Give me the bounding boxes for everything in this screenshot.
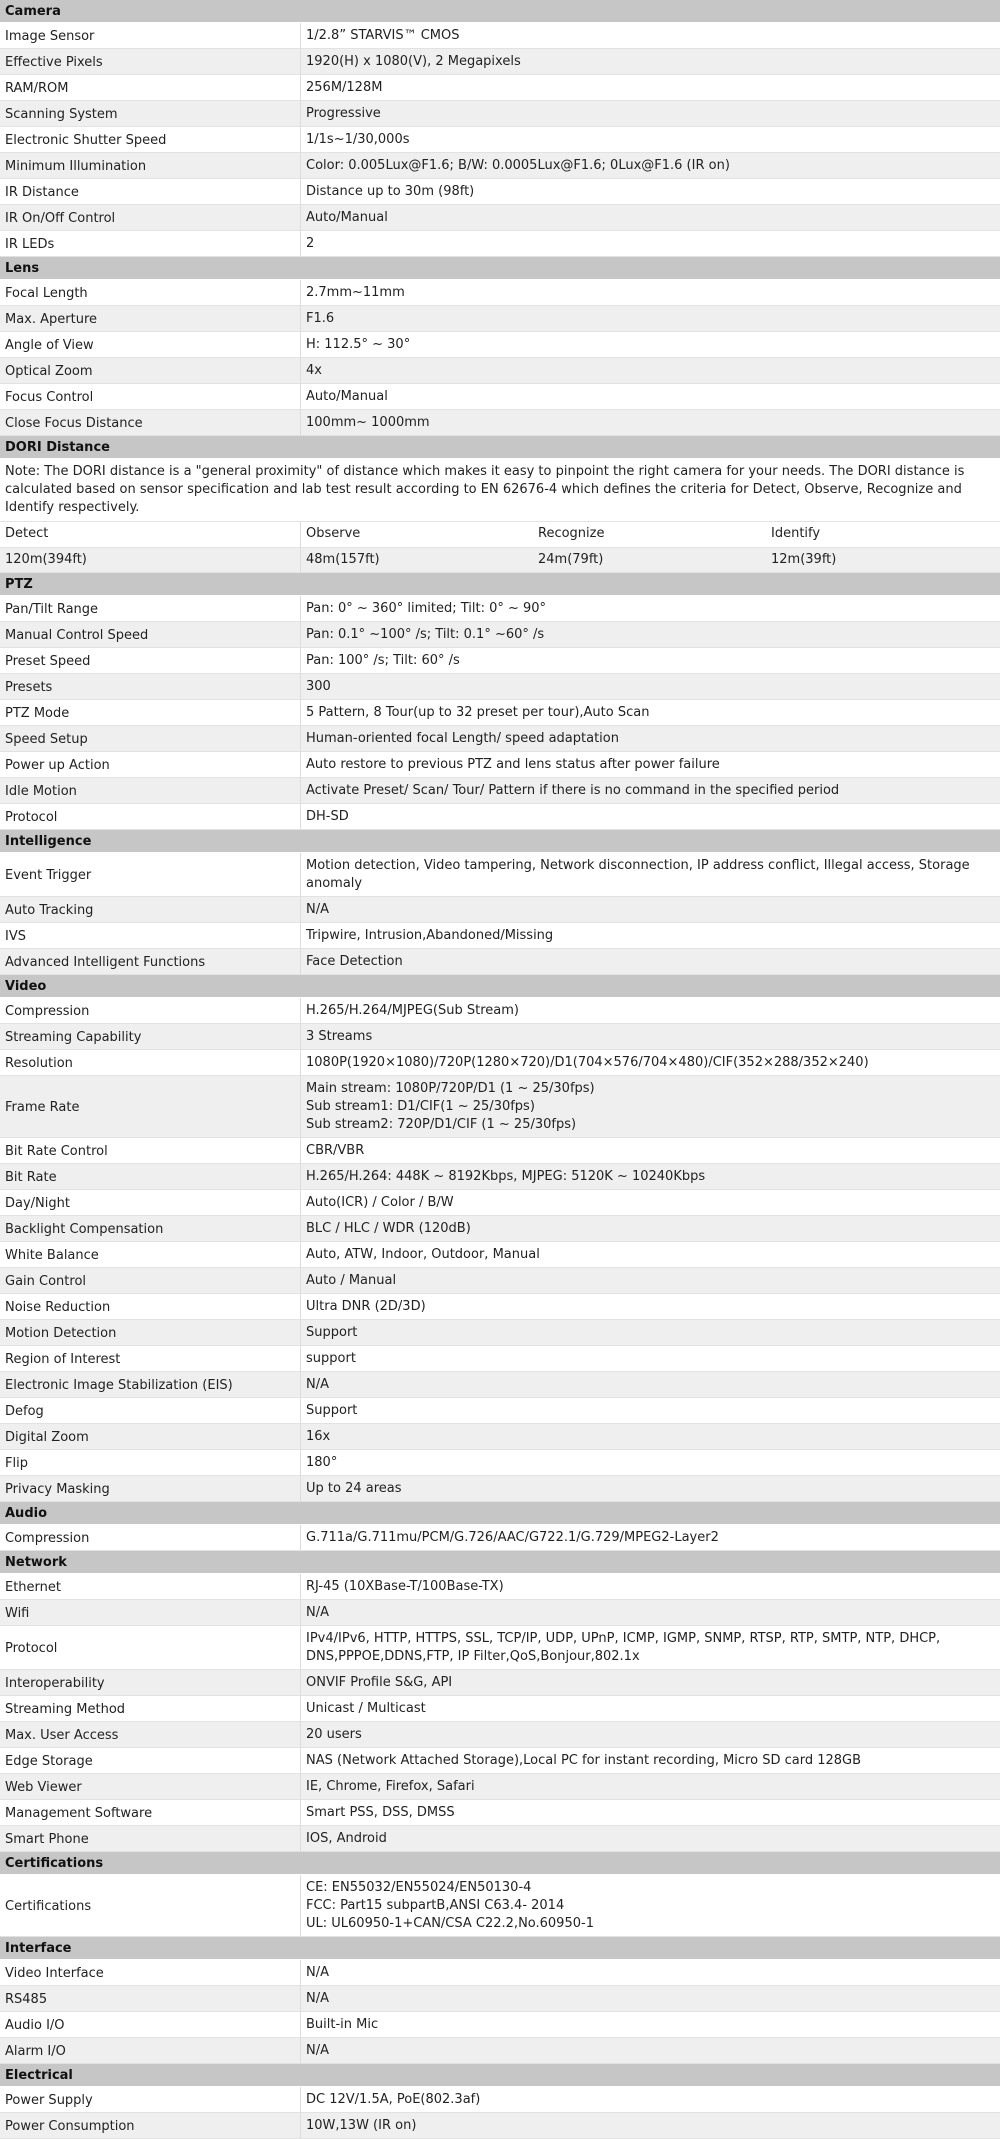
spec-value bbox=[300, 648, 1000, 673]
spec-value bbox=[300, 1024, 1000, 1049]
spec-value bbox=[300, 1986, 1000, 2011]
dori-header-cell: Recognize bbox=[538, 526, 605, 541]
spec-value-line: Auto / Manual bbox=[306, 1273, 397, 1288]
spec-value bbox=[300, 153, 1000, 178]
section-title: PTZ bbox=[0, 573, 1000, 596]
spec-label: RS485 bbox=[5, 1991, 48, 2007]
spec-row-interoperability bbox=[0, 1670, 1000, 1696]
spec-value bbox=[300, 384, 1000, 409]
spec-row-frame-rate bbox=[0, 1076, 1000, 1138]
spec-row-effective-pixels bbox=[0, 49, 1000, 75]
spec-value-line: 16x bbox=[306, 1429, 331, 1444]
spec-value-line: 20 users bbox=[306, 1727, 362, 1742]
spec-value bbox=[300, 2012, 1000, 2037]
spec-label: Idle Motion bbox=[5, 783, 77, 799]
spec-value bbox=[300, 1826, 1000, 1851]
spec-label: Angle of View bbox=[5, 337, 94, 353]
spec-value-line: Auto/Manual bbox=[306, 389, 388, 404]
spec-row-max-aperture bbox=[0, 306, 1000, 332]
spec-label: Effective Pixels bbox=[5, 54, 103, 70]
spec-row-power-up-action bbox=[0, 752, 1000, 778]
spec-label: Certifications bbox=[5, 1898, 92, 1914]
spec-row-preset-speed bbox=[0, 648, 1000, 674]
spec-value bbox=[300, 306, 1000, 331]
spec-label: Privacy Masking bbox=[5, 1481, 110, 1497]
spec-value-line: Support bbox=[306, 1325, 358, 1340]
spec-row-audio-i-o bbox=[0, 2012, 1000, 2038]
spec-value bbox=[300, 1800, 1000, 1825]
spec-label: Power Consumption bbox=[5, 2118, 135, 2134]
spec-value bbox=[300, 1525, 1000, 1550]
spec-row-scanning-system bbox=[0, 101, 1000, 127]
section-title: Intelligence bbox=[0, 830, 1000, 853]
spec-label: Backlight Compensation bbox=[5, 1221, 164, 1237]
spec-value-line: Pan: 100° /s; Tilt: 60° /s bbox=[306, 653, 460, 668]
spec-value-line: 5 Pattern, 8 Tour(up to 32 preset per tour),Auto Scan bbox=[306, 705, 650, 720]
dori-value-cell: 48m(157ft) bbox=[300, 548, 533, 573]
spec-label: Auto Tracking bbox=[5, 902, 94, 918]
spec-label: Protocol bbox=[5, 809, 58, 825]
spec-label: Resolution bbox=[5, 1055, 73, 1071]
spec-value bbox=[300, 2113, 1000, 2138]
spec-value bbox=[300, 949, 1000, 974]
spec-value-line: support bbox=[306, 1351, 356, 1366]
spec-value bbox=[300, 1320, 1000, 1345]
dori-header-cell: Detect bbox=[5, 526, 49, 541]
spec-value-line: Sub stream2: 720P/D1/CIF (1 ~ 25/30fps) bbox=[306, 1117, 577, 1132]
spec-value bbox=[300, 923, 1000, 948]
spec-label: Interoperability bbox=[5, 1675, 105, 1691]
spec-row-ethernet bbox=[0, 1574, 1000, 1600]
spec-row-protocol bbox=[0, 804, 1000, 830]
section-title: Video bbox=[0, 975, 1000, 998]
spec-value-line: RJ-45 (10XBase-T/100Base-TX) bbox=[306, 1579, 504, 1594]
spec-value-line: 10W,13W (IR on) bbox=[306, 2118, 417, 2133]
spec-value-line: 1920(H) x 1080(V), 2 Megapixels bbox=[306, 54, 521, 69]
spec-value-line: CE: EN55032/EN55024/EN50130-4 bbox=[306, 1880, 532, 1895]
spec-value-line: Tripwire, Intrusion,Abandoned/Missing bbox=[306, 928, 554, 943]
spec-value bbox=[300, 853, 1000, 896]
section-interface bbox=[0, 1937, 1000, 2064]
section-ptz bbox=[0, 573, 1000, 830]
spec-value-line: Support bbox=[306, 1403, 358, 1418]
dori-headers-row bbox=[0, 522, 1000, 548]
spec-value bbox=[300, 1050, 1000, 1075]
spec-value bbox=[300, 179, 1000, 204]
spec-row-video-interface bbox=[0, 1960, 1000, 1986]
spec-label: RAM/ROM bbox=[5, 80, 69, 96]
spec-label: Manual Control Speed bbox=[5, 627, 149, 643]
spec-value-line: N/A bbox=[306, 1991, 329, 2006]
spec-value bbox=[300, 2038, 1000, 2063]
spec-row-max-user-access bbox=[0, 1722, 1000, 1748]
spec-label: Electronic Shutter Speed bbox=[5, 132, 167, 148]
spec-row-minimum-illumination bbox=[0, 153, 1000, 179]
spec-row-streaming-method bbox=[0, 1696, 1000, 1722]
spec-value-line: IPv4/IPv6, HTTP, HTTPS, SSL, TCP/IP, UDP, UPnP, ICMP, IGMP, SNMP, RTSP, RTP, SMTP, NTP, DHCP, bbox=[306, 1631, 941, 1646]
spec-value-line: 300 bbox=[306, 679, 331, 694]
spec-value-line: CBR/VBR bbox=[306, 1143, 365, 1158]
spec-value-line: N/A bbox=[306, 1965, 329, 1980]
spec-value-line: Face Detection bbox=[306, 954, 403, 969]
spec-value bbox=[300, 1216, 1000, 1241]
spec-value bbox=[300, 1670, 1000, 1695]
spec-row-image-sensor bbox=[0, 23, 1000, 49]
spec-row-protocol bbox=[0, 1626, 1000, 1670]
spec-value bbox=[300, 1722, 1000, 1747]
spec-label: Defog bbox=[5, 1403, 44, 1419]
dori-note: Note: The DORI distance is a "general proximity" of distance which makes it easy to pinpoint the right camera for your needs. The DORI distance is calculated based on sensor specification and lab test result according to EN 62676-4 which defines the criteria for Detect, Observe, Recognize and Identify respectively. bbox=[0, 459, 1000, 522]
spec-label: Protocol bbox=[5, 1640, 58, 1656]
spec-label: Flip bbox=[5, 1455, 28, 1471]
spec-value-line: N/A bbox=[306, 1605, 329, 1620]
spec-value bbox=[300, 674, 1000, 699]
spec-row-certifications bbox=[0, 1875, 1000, 1937]
spec-value-line: DH-SD bbox=[306, 809, 349, 824]
spec-row-bit-rate-control bbox=[0, 1138, 1000, 1164]
section-network bbox=[0, 1551, 1000, 1852]
spec-row-electronic-shutter-speed bbox=[0, 127, 1000, 153]
spec-value-line: Progressive bbox=[306, 106, 381, 121]
spec-value bbox=[300, 1138, 1000, 1163]
spec-value-line: N/A bbox=[306, 902, 329, 917]
spec-label: Compression bbox=[5, 1530, 90, 1546]
spec-row-pan-tilt-range bbox=[0, 596, 1000, 622]
spec-value-line: 2.7mm~11mm bbox=[306, 285, 405, 300]
spec-label: Advanced Intelligent Functions bbox=[5, 954, 206, 970]
spec-label: Minimum Illumination bbox=[5, 158, 147, 174]
spec-row-angle-of-view bbox=[0, 332, 1000, 358]
spec-value-line: H.265/H.264/MJPEG(Sub Stream) bbox=[306, 1003, 519, 1018]
spec-value-line: 1/1s~1/30,000s bbox=[306, 132, 410, 147]
spec-value bbox=[300, 1574, 1000, 1599]
spec-value bbox=[300, 752, 1000, 777]
spec-value-line: ONVIF Profile S&G, API bbox=[306, 1675, 453, 1690]
spec-value-line: Smart PSS, DSS, DMSS bbox=[306, 1805, 455, 1820]
section-title: Camera bbox=[0, 0, 1000, 23]
spec-row-backlight-compensation bbox=[0, 1216, 1000, 1242]
spec-label: Event Trigger bbox=[5, 867, 92, 883]
spec-value bbox=[300, 1774, 1000, 1799]
spec-value-line: 256M/128M bbox=[306, 80, 383, 95]
spec-value bbox=[300, 231, 1000, 256]
spec-row-white-balance bbox=[0, 1242, 1000, 1268]
spec-value bbox=[300, 75, 1000, 100]
spec-value-line: Activate Preset/ Scan/ Tour/ Pattern if there is no command in the specified period bbox=[306, 783, 840, 798]
section-video bbox=[0, 975, 1000, 1502]
spec-label: Region of Interest bbox=[5, 1351, 121, 1367]
spec-label: Max. User Access bbox=[5, 1727, 119, 1743]
spec-label: Close Focus Distance bbox=[5, 415, 143, 431]
spec-value-line: 1080P(1920×1080)/720P(1280×720)/D1(704×576/704×480)/CIF(352×288/352×240) bbox=[306, 1055, 869, 1070]
spec-row-rs485 bbox=[0, 1986, 1000, 2012]
spec-row-power-supply bbox=[0, 2087, 1000, 2113]
spec-value-line: 2 bbox=[306, 236, 315, 251]
spec-value bbox=[300, 1600, 1000, 1625]
spec-row-electronic-image-stabilization-eis bbox=[0, 1372, 1000, 1398]
section-title: Network bbox=[0, 1551, 1000, 1574]
spec-row-advanced-intelligent-functions bbox=[0, 949, 1000, 975]
spec-label: Streaming Method bbox=[5, 1701, 126, 1717]
spec-label: Smart Phone bbox=[5, 1831, 89, 1847]
spec-value-line: 3 Streams bbox=[306, 1029, 373, 1044]
spec-row-event-trigger bbox=[0, 853, 1000, 897]
spec-row-motion-detection bbox=[0, 1320, 1000, 1346]
spec-label: PTZ Mode bbox=[5, 705, 70, 721]
dori-value-cell: 120m(394ft) bbox=[5, 551, 87, 567]
spec-label: Edge Storage bbox=[5, 1753, 93, 1769]
spec-row-ram-rom bbox=[0, 75, 1000, 101]
spec-value-line: Auto, ATW, Indoor, Outdoor, Manual bbox=[306, 1247, 540, 1262]
spec-value bbox=[300, 410, 1000, 435]
spec-value-line: Pan: 0.1° ~100° /s; Tilt: 0.1° ~60° /s bbox=[306, 627, 545, 642]
spec-row-bit-rate bbox=[0, 1164, 1000, 1190]
spec-value-line: DC 12V/1.5A, PoE(802.3af) bbox=[306, 2092, 481, 2107]
spec-row-edge-storage bbox=[0, 1748, 1000, 1774]
spec-value bbox=[300, 1398, 1000, 1423]
spec-row-region-of-interest bbox=[0, 1346, 1000, 1372]
spec-label: Image Sensor bbox=[5, 28, 95, 44]
spec-value bbox=[300, 205, 1000, 230]
section-camera bbox=[0, 0, 1000, 257]
spec-row-digital-zoom bbox=[0, 1424, 1000, 1450]
spec-value-line: Distance up to 30m (98ft) bbox=[306, 184, 475, 199]
spec-label: IR On/Off Control bbox=[5, 210, 116, 226]
spec-value bbox=[300, 127, 1000, 152]
section-title: Electrical bbox=[0, 2064, 1000, 2087]
spec-label: Web Viewer bbox=[5, 1779, 82, 1795]
spec-value-line: 180° bbox=[306, 1455, 338, 1470]
spec-label: Wifi bbox=[5, 1605, 30, 1621]
spec-value-line: Sub stream1: D1/CIF(1 ~ 25/30fps) bbox=[306, 1099, 535, 1114]
spec-label: Frame Rate bbox=[5, 1099, 80, 1115]
spec-value-line: 1/2.8” STARVIS™ CMOS bbox=[306, 28, 460, 43]
dori-value-cell: 12m(39ft) bbox=[771, 551, 837, 567]
spec-value-line: FCC: Part15 subpartB,ANSI C63.4- 2014 bbox=[306, 1898, 565, 1913]
spec-value-line: Auto(ICR) / Color / B/W bbox=[306, 1195, 454, 1210]
spec-value bbox=[300, 1696, 1000, 1721]
spec-value bbox=[300, 726, 1000, 751]
spec-value-line: IOS, Android bbox=[306, 1831, 387, 1846]
spec-value bbox=[300, 23, 1000, 48]
dori-values-row bbox=[0, 548, 1000, 574]
section-lens bbox=[0, 257, 1000, 436]
spec-value bbox=[300, 332, 1000, 357]
spec-row-privacy-masking bbox=[0, 1476, 1000, 1502]
spec-value bbox=[300, 2087, 1000, 2112]
spec-value bbox=[300, 1076, 1000, 1137]
spec-value bbox=[300, 358, 1000, 383]
spec-row-web-viewer bbox=[0, 1774, 1000, 1800]
spec-value-line: IE, Chrome, Firefox, Safari bbox=[306, 1779, 475, 1794]
spec-row-smart-phone bbox=[0, 1826, 1000, 1852]
spec-label: IVS bbox=[5, 928, 26, 944]
spec-row-focus-control bbox=[0, 384, 1000, 410]
section-audio bbox=[0, 1502, 1000, 1551]
spec-row-day-night bbox=[0, 1190, 1000, 1216]
spec-label: Audio I/O bbox=[5, 2017, 65, 2033]
spec-value-line: F1.6 bbox=[306, 311, 335, 326]
spec-value-line: Motion detection, Video tampering, Network disconnection, IP address conflict, Illegal access, Storage anomaly bbox=[306, 858, 970, 891]
section-title: Lens bbox=[0, 257, 1000, 280]
spec-value bbox=[300, 101, 1000, 126]
spec-row-optical-zoom bbox=[0, 358, 1000, 384]
spec-value bbox=[300, 1450, 1000, 1475]
spec-row-focal-length bbox=[0, 280, 1000, 306]
spec-label: Electronic Image Stabilization (EIS) bbox=[5, 1377, 233, 1393]
spec-value-line: Pan: 0° ~ 360° limited; Tilt: 0° ~ 90° bbox=[306, 601, 547, 616]
spec-value bbox=[300, 1424, 1000, 1449]
spec-value-line: N/A bbox=[306, 1377, 329, 1392]
spec-label: White Balance bbox=[5, 1247, 99, 1263]
spec-value-line: Auto/Manual bbox=[306, 210, 388, 225]
section-title: Audio bbox=[0, 1502, 1000, 1525]
spec-row-ir-on-off-control bbox=[0, 205, 1000, 231]
spec-row-ptz-mode bbox=[0, 700, 1000, 726]
spec-row-presets bbox=[0, 674, 1000, 700]
spec-row-close-focus-distance bbox=[0, 410, 1000, 436]
spec-row-auto-tracking bbox=[0, 897, 1000, 923]
spec-value-line: N/A bbox=[306, 2043, 329, 2058]
dori-header-cell: Identify bbox=[771, 526, 821, 541]
spec-row-ir-distance bbox=[0, 179, 1000, 205]
section-title: Interface bbox=[0, 1937, 1000, 1960]
spec-row-resolution bbox=[0, 1050, 1000, 1076]
spec-value bbox=[300, 1875, 1000, 1936]
spec-value bbox=[300, 1476, 1000, 1501]
spec-value-line: H.265/H.264: 448K ~ 8192Kbps, MJPEG: 5120K ~ 10240Kbps bbox=[306, 1169, 706, 1184]
spec-row-manual-control-speed bbox=[0, 622, 1000, 648]
spec-value-line: DNS,PPPOE,DDNS,FTP, IP Filter,QoS,Bonjour,802.1x bbox=[306, 1649, 640, 1664]
spec-value-line: 100mm~ 1000mm bbox=[306, 415, 430, 430]
spec-label: Streaming Capability bbox=[5, 1029, 142, 1045]
spec-label: Optical Zoom bbox=[5, 363, 93, 379]
spec-label: IR Distance bbox=[5, 184, 79, 200]
spec-row-power-consumption bbox=[0, 2113, 1000, 2139]
spec-value bbox=[300, 1626, 1000, 1669]
spec-label: Compression bbox=[5, 1003, 90, 1019]
spec-value-line: Auto restore to previous PTZ and lens status after power failure bbox=[306, 757, 720, 772]
spec-label: Speed Setup bbox=[5, 731, 88, 747]
spec-value bbox=[300, 1294, 1000, 1319]
spec-row-defog bbox=[0, 1398, 1000, 1424]
spec-label: Motion Detection bbox=[5, 1325, 117, 1341]
spec-row-management-software bbox=[0, 1800, 1000, 1826]
spec-value-line: Ultra DNR (2D/3D) bbox=[306, 1299, 426, 1314]
spec-value bbox=[300, 1748, 1000, 1773]
spec-value-line: Up to 24 areas bbox=[306, 1481, 402, 1496]
spec-label: Max. Aperture bbox=[5, 311, 98, 327]
spec-value bbox=[300, 700, 1000, 725]
spec-value bbox=[300, 897, 1000, 922]
spec-value-line: Color: 0.005Lux@F1.6; B/W: 0.0005Lux@F1.6; 0Lux@F1.6 (IR on) bbox=[306, 158, 730, 173]
spec-label: Gain Control bbox=[5, 1273, 87, 1289]
spec-label: Video Interface bbox=[5, 1965, 104, 1981]
spec-value-line: G.711a/G.711mu/PCM/G.726/AAC/G722.1/G.729/MPEG2-Layer2 bbox=[306, 1530, 719, 1545]
section-title: Certifications bbox=[0, 1852, 1000, 1875]
spec-value bbox=[300, 1372, 1000, 1397]
spec-value bbox=[300, 1242, 1000, 1267]
spec-row-streaming-capability bbox=[0, 1024, 1000, 1050]
spec-row-ivs bbox=[0, 923, 1000, 949]
spec-label: Presets bbox=[5, 679, 53, 695]
section-title: DORI Distance bbox=[0, 436, 1000, 459]
spec-value bbox=[300, 778, 1000, 803]
spec-value bbox=[300, 1960, 1000, 1985]
spec-value bbox=[300, 596, 1000, 621]
spec-label: Ethernet bbox=[5, 1579, 61, 1595]
spec-row-compression bbox=[0, 1525, 1000, 1551]
spec-row-ir-leds bbox=[0, 231, 1000, 257]
spec-label: Focal Length bbox=[5, 285, 88, 301]
spec-value-line: NAS (Network Attached Storage),Local PC for instant recording, Micro SD card 128GB bbox=[306, 1753, 862, 1768]
spec-value-line: UL: UL60950-1+CAN/CSA C22.2,No.60950-1 bbox=[306, 1916, 594, 1931]
spec-value bbox=[300, 622, 1000, 647]
spec-label: Focus Control bbox=[5, 389, 94, 405]
spec-row-speed-setup bbox=[0, 726, 1000, 752]
spec-value-line: BLC / HLC / WDR (120dB) bbox=[306, 1221, 471, 1236]
spec-row-noise-reduction bbox=[0, 1294, 1000, 1320]
section-electrical bbox=[0, 2064, 1000, 2139]
spec-row-compression bbox=[0, 998, 1000, 1024]
spec-row-alarm-i-o bbox=[0, 2038, 1000, 2064]
section-intelligence bbox=[0, 830, 1000, 975]
spec-value-line: Built-in Mic bbox=[306, 2017, 379, 2032]
spec-label: Scanning System bbox=[5, 106, 118, 122]
section-certifications bbox=[0, 1852, 1000, 1937]
spec-row-flip bbox=[0, 1450, 1000, 1476]
spec-label: IR LEDs bbox=[5, 236, 55, 252]
dori-value-cell: 24m(79ft) bbox=[538, 551, 604, 567]
spec-label: Day/Night bbox=[5, 1195, 70, 1211]
spec-label: Noise Reduction bbox=[5, 1299, 111, 1315]
spec-value bbox=[300, 1346, 1000, 1371]
spec-row-idle-motion bbox=[0, 778, 1000, 804]
section-dori-distance bbox=[0, 436, 1000, 573]
spec-label: Power Supply bbox=[5, 2092, 93, 2108]
spec-value bbox=[300, 1190, 1000, 1215]
spec-value-line: Human-oriented focal Length/ speed adaptation bbox=[306, 731, 619, 746]
spec-value bbox=[300, 280, 1000, 305]
spec-label: Bit Rate Control bbox=[5, 1143, 108, 1159]
spec-label: Digital Zoom bbox=[5, 1429, 89, 1445]
spec-value bbox=[300, 1164, 1000, 1189]
spec-label: Alarm I/O bbox=[5, 2043, 66, 2059]
spec-value-line: Main stream: 1080P/720P/D1 (1 ~ 25/30fps) bbox=[306, 1081, 595, 1096]
spec-label: Pan/Tilt Range bbox=[5, 601, 99, 617]
spec-value bbox=[300, 1268, 1000, 1293]
spec-row-gain-control bbox=[0, 1268, 1000, 1294]
spec-value bbox=[300, 49, 1000, 74]
spec-value-line: Unicast / Multicast bbox=[306, 1701, 426, 1716]
spec-value-line: 4x bbox=[306, 363, 322, 378]
spec-value bbox=[300, 998, 1000, 1023]
spec-value-line: H: 112.5° ~ 30° bbox=[306, 337, 411, 352]
spec-label: Management Software bbox=[5, 1805, 153, 1821]
spec-value bbox=[300, 804, 1000, 829]
spec-label: Bit Rate bbox=[5, 1169, 57, 1185]
spec-label: Power up Action bbox=[5, 757, 110, 773]
dori-header-cell: Observe bbox=[300, 522, 533, 547]
spec-label: Preset Speed bbox=[5, 653, 91, 669]
spec-row-wifi bbox=[0, 1600, 1000, 1626]
